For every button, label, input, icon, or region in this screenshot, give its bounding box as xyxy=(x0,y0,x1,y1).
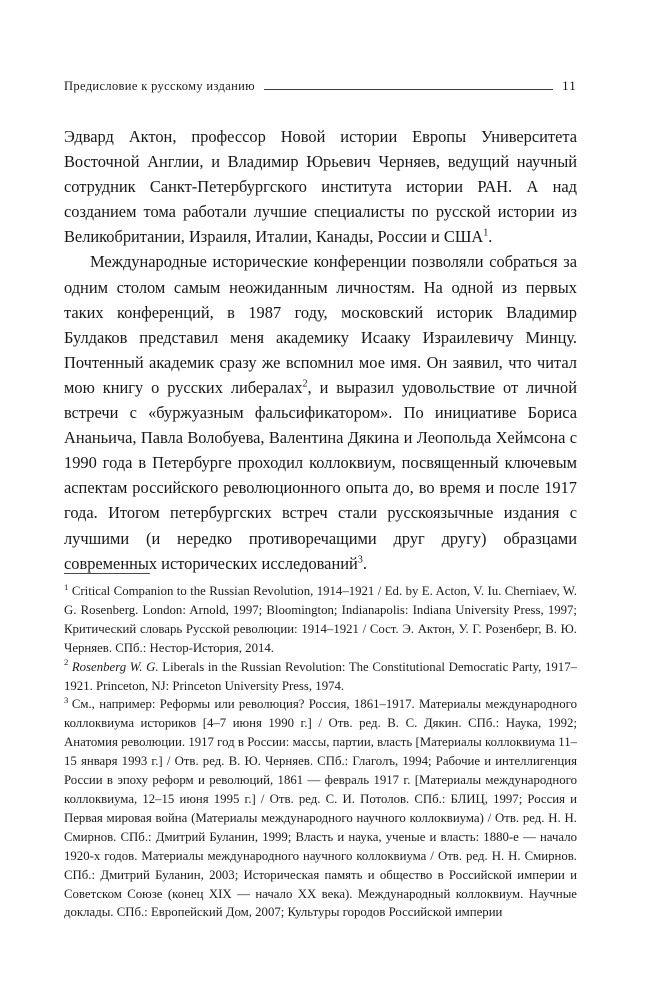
footnote-2-text: Liberals in the Russian Revolution: The Constitutional Democratic Party, 1917–1921. Princeton, NJ: Princeton University Press, 1974. xyxy=(64,659,577,693)
footnote-3-marker: 3 xyxy=(64,695,69,706)
footnote-2 xyxy=(64,658,577,696)
footnote-ref-1[interactable]: 1 xyxy=(483,227,489,239)
footnote-ref-3[interactable]: 3 xyxy=(357,554,363,566)
paragraph-1-text: Эдвард Актон, профессор Новой истории Европы Университета Восточной Англии, и Владимир Юрьевич Черняев, ведущий научный сотрудник Санкт-Петербургского института истории РАН. А над созданием тома работали лучшие специалисты по русской истории из Великобритании, Израиля, Италии, Канады, России и США xyxy=(64,127,577,247)
paragraph-2 xyxy=(64,249,577,575)
running-head xyxy=(64,78,577,94)
footnote-separator-rule xyxy=(64,573,150,574)
paragraph-2-text: Международные исторические конференции позволяли собраться за одним столом самым неожиданным личностям. На одной из первых таких конференций, в 1987 году, московский историк Владимир Булдаков представил меня академику Исааку Израилевичу Минцу. Почтенный академик сразу же вспомнил мое имя. Он заявил, что читал мою книгу о русских либералах xyxy=(64,252,577,397)
footnote-1 xyxy=(64,582,577,658)
footnote-3 xyxy=(64,695,577,922)
paragraph-2-middle: , и выразил удовольствие от личной встречи с «буржуазным фальсификатором». По инициативе Бориса Ананьича, Павла Волобуева, Валентина Дякина и Леопольда Хеймсона с 1990 года в Петербурге проходил коллоквиум, посвященный ключевым аспектам российского революционного опыта до, во время и после 1917 года. Итогом петербургских встреч стали русскоязычные издания с лучшими (и нередко противоречащими друг другу) образцами современных исторических исследований xyxy=(64,377,577,573)
paragraph-1 xyxy=(64,124,577,249)
footnote-1-text: Critical Companion to the Russian Revolution, 1914–1921 / Ed. by E. Acton, V. Iu. Cherniaev, W. G. Rosenberg. London: Arnold, 1997; Bloomington; Indianapolis: Indiana University Press, 1997; Критический словарь Русской революции: 1914–1921 / Сост. Э. Актон, У. Г. Розенберг, В. Ю. Черняев. СПб.: Нестор-История, 2014. xyxy=(64,584,577,655)
body-text xyxy=(64,124,577,576)
footnote-2-marker: 2 xyxy=(64,657,69,668)
paragraph-1-tail: . xyxy=(488,227,493,247)
footnote-area xyxy=(64,573,577,922)
running-head-rule xyxy=(264,89,553,90)
paragraph-2-tail: . xyxy=(362,553,367,573)
page-number: 11 xyxy=(562,78,577,93)
footnote-2-author: Rosenberg W. G. xyxy=(71,659,159,674)
footnote-1-marker: 1 xyxy=(64,581,69,592)
footnote-ref-2[interactable]: 2 xyxy=(302,378,308,390)
footnote-3-text: См., например: Реформы или революция? Россия, 1861–1917. Материалы международного коллоквиума историков [4–7 июня 1990 г.] / Отв. ред. В. С. Дякин. СПб.: Наука, 1992; Анатомия революции. 1917 год в России: массы, партии, власть [Материалы коллоквиума 11–15 января 1993 г.] / Отв. ред. В. Ю. Черняев. СПб.: Глаголъ, 1994; Рабочие и интеллигенция России в эпоху реформ и революций, 1861 — февраль 1917 г. [Материалы международного коллоквиума, 12–15 июня 1995 г.] / Отв. ред. С. И. Потолов. СПб.: БЛИЦ, 1997; Россия и Первая мировая война (Материалы международного научного коллоквиума) / Отв. ред. Н. Н. Смирнов. СПб.: Дмитрий Буланин, 1999; Власть и наука, ученые и власть: 1880-е — начало 1920-х годов. Материалы международного научного коллоквиума / Отв. ред. Н. Н. Смирнов. СПб.: Дмитрий Буланин, 2003; Историческая память и общество в Российской империи и Советском Союзе (конец XIX — начало XX века). Международный коллоквиум. Научные доклады. СПб.: Европейский Дом, 2007; Культуры городов Российской империи xyxy=(64,697,577,920)
running-head-title: Предисловие к русскому изданию xyxy=(64,79,255,93)
